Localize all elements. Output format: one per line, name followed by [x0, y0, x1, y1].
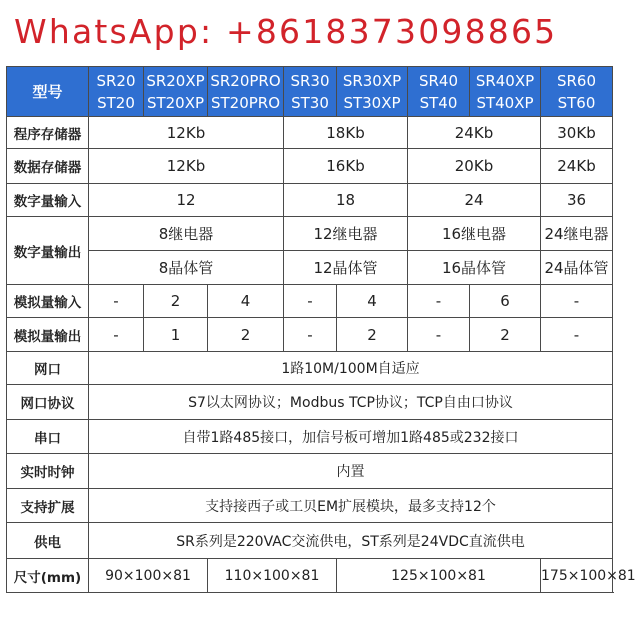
row-dimensions [7, 559, 613, 593]
model-st: ST30 [291, 93, 329, 112]
model-sr: SR20XP [146, 71, 205, 90]
row-label: 数字量输出 [7, 217, 89, 285]
row-label: 模拟量输入 [7, 285, 89, 318]
value-cell: 24 [408, 184, 541, 217]
value-cell: - [541, 318, 613, 352]
value-cell: SR系列是220VAC交流供电，ST系列是24VDC直流供电 [89, 523, 613, 559]
value-cell: 2 [208, 318, 284, 352]
value-cell: 24晶体管 [541, 251, 613, 285]
value-cell: 16继电器 [408, 217, 541, 251]
value-cell: 2 [144, 285, 208, 318]
row-ethernet [7, 352, 613, 385]
row-data-memory [7, 149, 613, 184]
value-cell: 20Kb [408, 149, 541, 184]
value-cell: 16晶体管 [408, 251, 541, 285]
model-sr: SR30 [290, 71, 330, 90]
row-label: 数字量输入 [7, 184, 89, 217]
model-sr: SR20 [96, 71, 136, 90]
value-cell: 18 [284, 184, 408, 217]
value-cell: 4 [337, 285, 408, 318]
row-rtc [7, 454, 613, 489]
value-cell: 内置 [89, 454, 613, 489]
model-st: ST20XP [146, 93, 205, 112]
value-cell: - [284, 318, 337, 352]
model-cell-sr20 [89, 67, 144, 117]
whatsapp-banner: WhatsApp: +8618373098865 [14, 12, 558, 51]
model-cell-sr40xp [470, 67, 541, 117]
value-cell: 24Kb [541, 149, 613, 184]
model-st: ST30XP [343, 93, 401, 112]
row-label: 实时时钟 [7, 454, 89, 489]
value-cell: 4 [208, 285, 284, 318]
model-sr: SR60 [556, 71, 597, 90]
model-cell-sr30 [284, 67, 337, 117]
value-cell: 12Kb [89, 149, 284, 184]
value-cell: 24Kb [408, 117, 541, 149]
value-cell: - [284, 285, 337, 318]
row-program-memory [7, 117, 613, 149]
value-cell: 12晶体管 [284, 251, 408, 285]
value-cell: 8晶体管 [89, 251, 284, 285]
model-st: ST40XP [476, 93, 534, 112]
value-cell: - [89, 285, 144, 318]
value-cell: 12继电器 [284, 217, 408, 251]
value-cell: 175×100×81 [541, 559, 613, 593]
model-sr: SR20PRO [210, 71, 281, 90]
row-digital-output-transistor [7, 251, 613, 285]
row-digital-input [7, 184, 613, 217]
row-label: 串口 [7, 420, 89, 454]
value-cell: 18Kb [284, 117, 408, 149]
row-label: 程序存储器 [7, 117, 89, 149]
row-analog-input [7, 285, 613, 318]
value-cell: 110×100×81 [208, 559, 337, 593]
row-label: 网口协议 [7, 385, 89, 420]
row-power [7, 523, 613, 559]
row-expansion [7, 489, 613, 523]
model-st: ST60 [557, 93, 596, 112]
model-st: ST20PRO [210, 93, 281, 112]
value-cell: - [541, 285, 613, 318]
row-label: 模拟量输出 [7, 318, 89, 352]
model-cell-sr20xp [144, 67, 208, 117]
row-label: 尺寸(mm) [7, 559, 89, 593]
row-label: 支持扩展 [7, 489, 89, 523]
value-cell: 36 [541, 184, 613, 217]
value-cell: 90×100×81 [89, 559, 208, 593]
model-cell-sr30xp [337, 67, 408, 117]
model-cell-sr40 [408, 67, 470, 117]
value-cell: 6 [470, 285, 541, 318]
model-cell-sr60 [541, 67, 613, 117]
value-cell: - [408, 318, 470, 352]
model-cell-sr20pro [208, 67, 284, 117]
value-cell: - [89, 318, 144, 352]
value-cell: 8继电器 [89, 217, 284, 251]
value-cell: - [408, 285, 470, 318]
value-cell: 2 [337, 318, 408, 352]
value-cell: 30Kb [541, 117, 613, 149]
value-cell: 12Kb [89, 117, 284, 149]
value-cell: 125×100×81 [337, 559, 541, 593]
value-cell: 16Kb [284, 149, 408, 184]
value-cell: 12 [89, 184, 284, 217]
value-cell: 2 [470, 318, 541, 352]
model-sr: SR30XP [342, 71, 402, 90]
row-label: 数据存储器 [7, 149, 89, 184]
model-st: ST40 [419, 93, 458, 112]
row-ethernet-protocol [7, 385, 613, 420]
model-sr: SR40XP [475, 71, 535, 90]
spec-table [6, 66, 636, 593]
model-st: ST20 [97, 93, 135, 112]
value-cell: 1路10M/100M自适应 [89, 352, 613, 385]
value-cell: 支持接西子或工贝EM扩展模块，最多支持12个 [89, 489, 613, 523]
row-label: 网口 [7, 352, 89, 385]
row-digital-output-relay [7, 217, 613, 251]
row-label: 供电 [7, 523, 89, 559]
value-cell: 24继电器 [541, 217, 613, 251]
value-cell: 1 [144, 318, 208, 352]
model-label: 型号 [7, 67, 89, 117]
value-cell: 自带1路485接口，加信号板可增加1路485或232接口 [89, 420, 613, 454]
value-cell: S7以太网协议；Modbus TCP协议；TCP自由口协议 [89, 385, 613, 420]
header-row [7, 67, 613, 117]
model-sr: SR40 [418, 71, 459, 90]
row-serial [7, 420, 613, 454]
row-analog-output [7, 318, 613, 352]
